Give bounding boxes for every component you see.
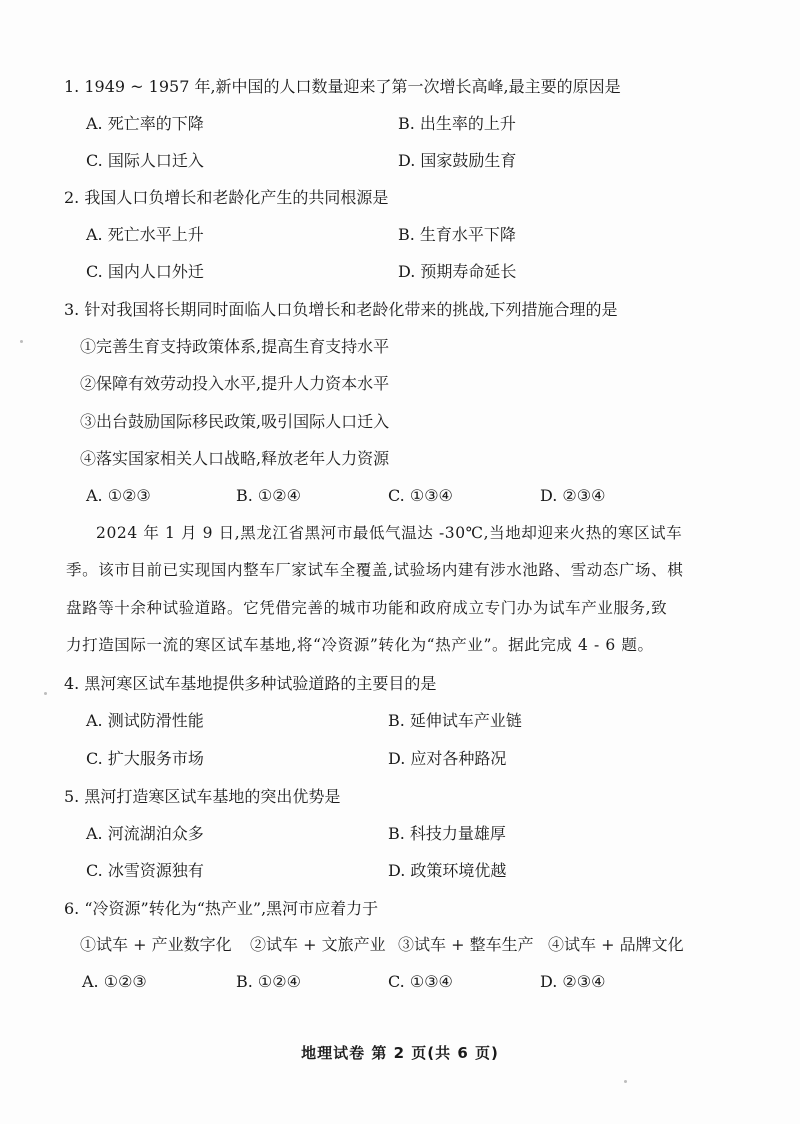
question-2-option-c: C. 国内人口外迁 [86,262,204,281]
question-2-option-d: D. 预期寿命延长 [398,262,517,281]
question-1-option-a: A. 死亡率的下降 [86,114,204,133]
question-6-statement-4: ④试车 + 品牌文化 [548,935,684,954]
question-3-stem: 3. 针对我国将长期同时面临人口负增长和老龄化带来的挑战,下列措施合理的是 [64,300,618,319]
passage-line-1: 2024 年 1 月 9 日,黑龙江省黑河市最低气温达 -30℃,当地却迎来火热的寒区试车 [96,524,683,542]
question-5-option-c: C. 冰雪资源独有 [86,861,204,880]
question-4-option-a: A. 测试防滑性能 [86,711,204,730]
question-6-statement-1: ①试车 + 产业数字化 [80,935,232,954]
passage-line-2: 季。该市目前已实现国内整车厂家试车全覆盖,试验场内建有涉水池路、雪动态广场、棋 [66,561,684,579]
question-2-option-a: A. 死亡水平上升 [86,225,204,244]
question-2-option-b: B. 生育水平下降 [398,225,516,244]
question-3-option-d: D. ②③④ [540,486,606,505]
question-3-statement-1: ①完善生育支持政策体系,提高生育支持水平 [80,337,390,356]
question-5-stem: 5. 黑河打造寒区试车基地的突出优势是 [64,787,341,806]
question-3-statement-4: ④落实国家相关人口战略,释放老年人力资源 [80,449,390,468]
question-1-stem: 1. 1949 ~ 1957 年,新中国的人口数量迎来了第一次增长高峰,最主要的原因是 [64,77,621,96]
question-6-option-d: D. ②③④ [540,972,606,991]
question-4-option-b: B. 延伸试车产业链 [388,711,522,730]
question-4-option-d: D. 应对各种路况 [388,749,507,768]
question-6-stem: 6. “冷资源”转化为“热产业”,黑河市应着力于 [64,899,379,918]
scan-speck [624,1080,627,1083]
scan-speck [44,692,47,695]
question-6-option-a: A. ①②③ [82,972,147,991]
question-4-option-c: C. 扩大服务市场 [86,749,204,768]
question-5-option-d: D. 政策环境优越 [388,861,507,880]
question-6-statement-2: ②试车 + 文旅产业 [250,935,386,954]
passage-line-4: 力打造国际一流的寒区试车基地,将“冷资源”转化为“热产业”。据此完成 4 - 6 题。 [66,636,654,654]
question-3-option-b: B. ①②④ [236,486,301,505]
question-4-stem: 4. 黑河寒区试车基地提供多种试验道路的主要目的是 [64,674,437,693]
question-3-option-a: A. ①②③ [86,486,151,505]
question-3-statement-3: ③出台鼓励国际移民政策,吸引国际人口迁入 [80,412,390,431]
question-6-statement-3: ③试车 + 整车生产 [398,935,534,954]
scan-speck [20,340,23,343]
question-5-option-a: A. 河流湖泊众多 [86,824,204,843]
question-1-option-d: D. 国家鼓励生育 [398,151,517,170]
question-2-stem: 2. 我国人口负增长和老龄化产生的共同根源是 [64,188,389,207]
question-3-option-c: C. ①③④ [388,486,453,505]
question-5-option-b: B. 科技力量雄厚 [388,824,506,843]
question-6-option-b: B. ①②④ [236,972,301,991]
passage-line-3: 盘路等十余种试验道路。它凭借完善的城市功能和政府成立专门办为试车产业服务,致 [66,599,668,617]
question-3-statement-2: ②保障有效劳动投入水平,提升人力资本水平 [80,374,390,393]
question-6-option-c: C. ①③④ [388,972,453,991]
page-footer: 地理试卷 第 2 页(共 6 页) [301,1044,499,1062]
question-1-option-c: C. 国际人口迁入 [86,151,204,170]
question-1-option-b: B. 出生率的上升 [398,114,516,133]
